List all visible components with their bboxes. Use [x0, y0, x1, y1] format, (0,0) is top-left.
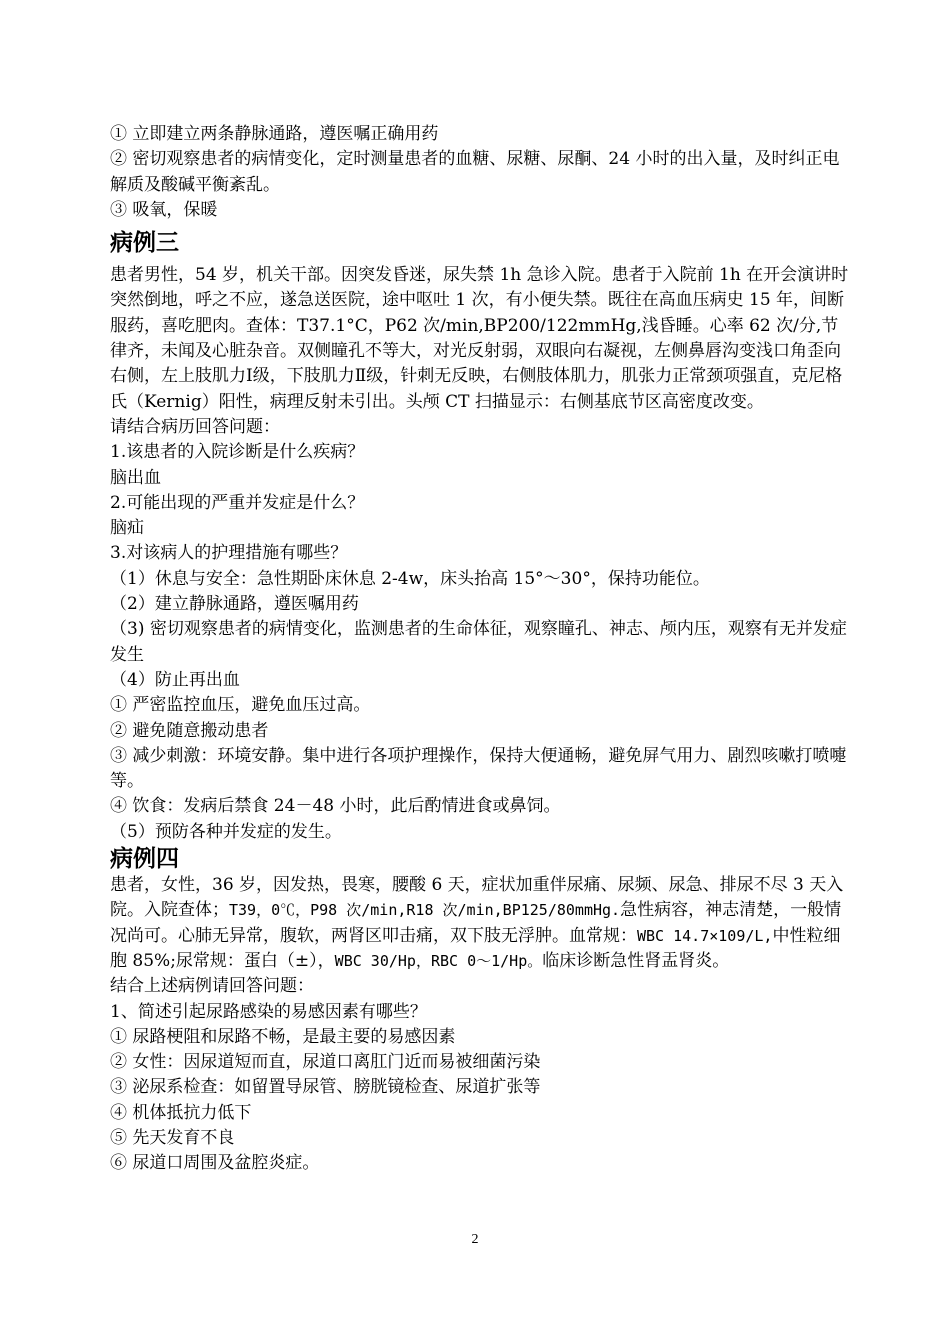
- case3-measure-4: （4）防止再出血: [110, 669, 240, 690]
- case4-desc-part: 患者，女性，36 岁，因发热，畏寒，腰酸 6 天，症状加重伴尿痛、尿频、尿急、排尿不尽 3 天入院。入院查体；: [110, 875, 844, 921]
- case4-desc-part: 尿常规：蛋白（±），: [175, 950, 335, 971]
- case4-urine: WBC 30/Hp，RBC 0～1/Hp。: [334, 951, 543, 970]
- case4-factor-5: ⑤ 先天发育不良: [110, 1127, 235, 1148]
- case3-prompt: 请结合病历回答问题：: [110, 416, 280, 437]
- case3-measure-5: （5）预防各种并发症的发生。: [110, 821, 342, 842]
- case4-factor-1: ① 尿路梗阻和尿路不畅，是最主要的易感因素: [110, 1026, 456, 1047]
- page-number: 2: [471, 1232, 479, 1247]
- case4-desc-part: 中性粒细胞 85%;: [110, 925, 841, 971]
- case4-heading: 病例四: [110, 846, 179, 873]
- case4-wbc: WBC 14.7×109/L,: [637, 926, 773, 945]
- intro-item-2: ② 密切观察患者的病情变化，定时测量患者的血糖、尿糖、尿酮、24 小时的出入量，及时纠正电解质及酸碱平衡紊乱。: [110, 149, 840, 195]
- page-content: [110, 122, 850, 1177]
- case3-answer-1: 脑出血: [110, 467, 161, 488]
- case3-measure-1: （1）休息与安全：急性期卧床休息 2-4w，床头抬高 15°～30°，保持功能位。: [110, 568, 710, 589]
- case4-description: [110, 873, 850, 974]
- case4-factor-2: ② 女性：因尿道短而直，尿道口离肛门近而易被细菌污染: [110, 1052, 541, 1073]
- intro-item-3: ③ 吸氧，保暖: [110, 199, 218, 220]
- case3-measure-3: （3) 密切观察患者的病情变化，监测患者的生命体征，观察瞳孔、神志、颅内压，观察有无并发症发生: [110, 619, 847, 665]
- case3-question-3: 3.对该病人的护理措施有哪些？: [110, 543, 348, 564]
- case3-sub-measure-2: ② 避免随意搬动患者: [110, 720, 269, 741]
- case4-question-1: 1、简述引起尿路感染的易感因素有哪些？: [110, 1001, 427, 1022]
- case4-desc-part: 急性病容，神志清楚，一般情况尚可。心肺无异常，腹软，两肾区叩击痛，双下肢无浮肿。血常规：: [110, 900, 842, 946]
- case3-answer-2: 脑疝: [110, 518, 144, 539]
- case3-question-1: 1.该患者的入院诊断是什么疾病？: [110, 442, 365, 463]
- case3-description: 患者男性，54 岁，机关干部。因突发昏迷，尿失禁 1h 急诊入院。患者于入院前 1h 在开会演讲时突然倒地，呼之不应，遂急送医院，途中呕吐 1 次，有小便失禁。既往在高血压病史 15 年，间断服药，喜吃肥肉。查体：T37.1°C，P62 次/min,BP200/122mmHg,浅昏睡。心率 62 次/分,节律齐，未闻及心脏杂音。双侧瞳孔不等大，对光反射弱，双眼向右凝视，左侧鼻唇沟变浅口角歪向右侧，左上肢肌力Ⅰ级，下肢肌力Ⅱ级，针刺无反映，右侧肢体肌力，肌张力正常颈项强直，克尼格氏（Kernig）阳性，病理反射未引出。头颅 CT 扫描显示：右侧基底节区高密度改变。: [110, 265, 849, 412]
- case4-factor-6: ⑥ 尿道口周围及盆腔炎症。: [110, 1153, 320, 1174]
- intro-item-1: ① 立即建立两条静脉通路，遵医嘱正确用药: [110, 124, 439, 144]
- case4-diagnosis: 临床诊断急性肾盂肾炎。: [542, 950, 730, 971]
- case3-sub-measure-1: ① 严密监控血压，避免血压过高。: [110, 695, 371, 716]
- case3-heading: 病例三: [110, 230, 179, 257]
- case3-sub-measure-3: ③ 减少刺激：环境安静。集中进行各项护理操作，保持大便通畅，避免屏气用力、剧烈咳嗽打喷嚏等。: [110, 745, 847, 792]
- case3-sub-measure-4: ④ 饮食：发病后禁食 24－48 小时，此后酌情进食或鼻饲。: [110, 796, 561, 817]
- case4-prompt: 结合上述病例请回答问题：: [110, 976, 314, 997]
- case4-factor-3: ③ 泌尿系检查：如留置导尿管、膀胱镜检查、尿道扩张等: [110, 1077, 541, 1098]
- case3-question-2: 2.可能出现的严重并发症是什么？: [110, 492, 365, 513]
- case3-measure-2: （2）建立静脉通路，遵医嘱用药: [110, 594, 359, 615]
- case4-vitals: T39，0℃，P98 次/min,R18 次/min,BP125/80mmHg.: [229, 901, 621, 920]
- case4-factor-4: ④ 机体抵抗力低下: [110, 1102, 252, 1123]
